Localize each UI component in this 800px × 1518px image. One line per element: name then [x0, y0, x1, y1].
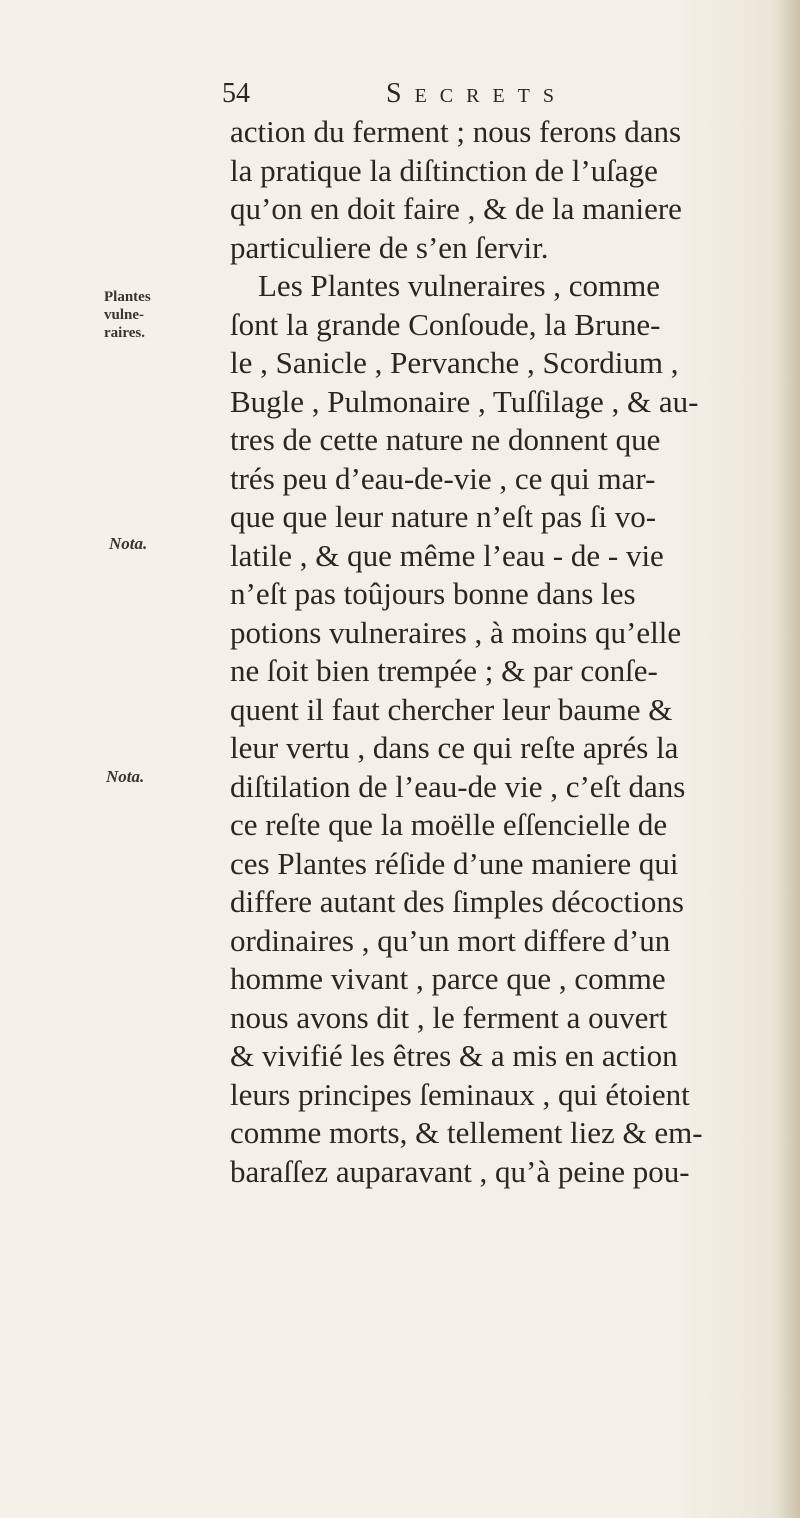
text-line: ces Plantes réſide d’une maniere qui	[230, 845, 679, 881]
text-line: n’eſt pas toûjours bonne dans les	[230, 576, 636, 611]
page-number: 54	[222, 78, 250, 109]
text-line: le , Sanicle , Pervanche , Scordium ,	[230, 345, 679, 380]
margin-note-line: Plantes	[104, 289, 151, 305]
text-line: trés peu d’eau-de-vie , ce qui mar-	[230, 460, 656, 496]
text-line: homme vivant , parce que , comme	[230, 961, 666, 996]
text-line: tres de cette nature ne donnent que	[230, 422, 661, 457]
text-line: ne ſoit bien trempée ; & par conſe-	[230, 653, 658, 688]
text-line: potions vulneraires , à moins qu’elle	[230, 614, 682, 650]
text-line: Bugle , Pulmonaire , Tuſſilage , & au-	[230, 383, 699, 419]
text-line: quent il faut chercher leur baume &	[230, 691, 673, 727]
text-line: latile , & que même l’eau - de - vie	[230, 537, 664, 573]
margin-note-line: raires.	[104, 325, 145, 341]
text-line: ce reſte que la moëlle eſſencielle de	[230, 807, 668, 842]
text-line: leurs principes ſeminaux , qui étoient	[230, 1076, 690, 1112]
text-line: que que leur nature n’eſt pas ſi vo-	[230, 499, 657, 534]
text-line: la pratique la diſtinction de l’uſage	[230, 152, 658, 188]
margin-note-plantes-vulneraires	[104, 288, 210, 342]
text-line: baraſſez auparavant , qu’à peine pou-	[230, 1153, 690, 1189]
text-line: action du ferment ; nous ferons dans	[230, 114, 682, 149]
margin-note-nota: Nota.	[109, 534, 148, 553]
text-line: ordinaires , qu’un mort differe d’un	[230, 922, 671, 958]
page-header	[222, 74, 632, 114]
text-line: leur vertu , dans ce qui reſte aprés la	[230, 730, 679, 765]
text-line: ſont la grande Conſoude, la Brune-	[230, 306, 661, 342]
text-line: Les Plantes vulneraires , comme	[258, 268, 661, 303]
text-line: qu’on en doit faire , & de la maniere	[230, 191, 682, 226]
text-line: differe autant des ſimples décoctions	[230, 884, 684, 919]
margin-note-line: vulne-	[104, 307, 145, 323]
text-line: nous avons dit , le ferment a ouvert	[230, 999, 668, 1035]
text-line: & vivifié les êtres & a mis en action	[230, 1038, 678, 1073]
body-text	[230, 113, 800, 1191]
text-line: diſtilation de l’eau-de vie , c’eſt dans	[230, 768, 686, 804]
margin-note-nota: Nota.	[106, 767, 145, 786]
running-title: Secrets	[386, 78, 568, 109]
text-line: particuliere de s’en ſervir.	[230, 229, 549, 265]
text-line: comme morts, & tellement liez & em-	[230, 1115, 703, 1150]
